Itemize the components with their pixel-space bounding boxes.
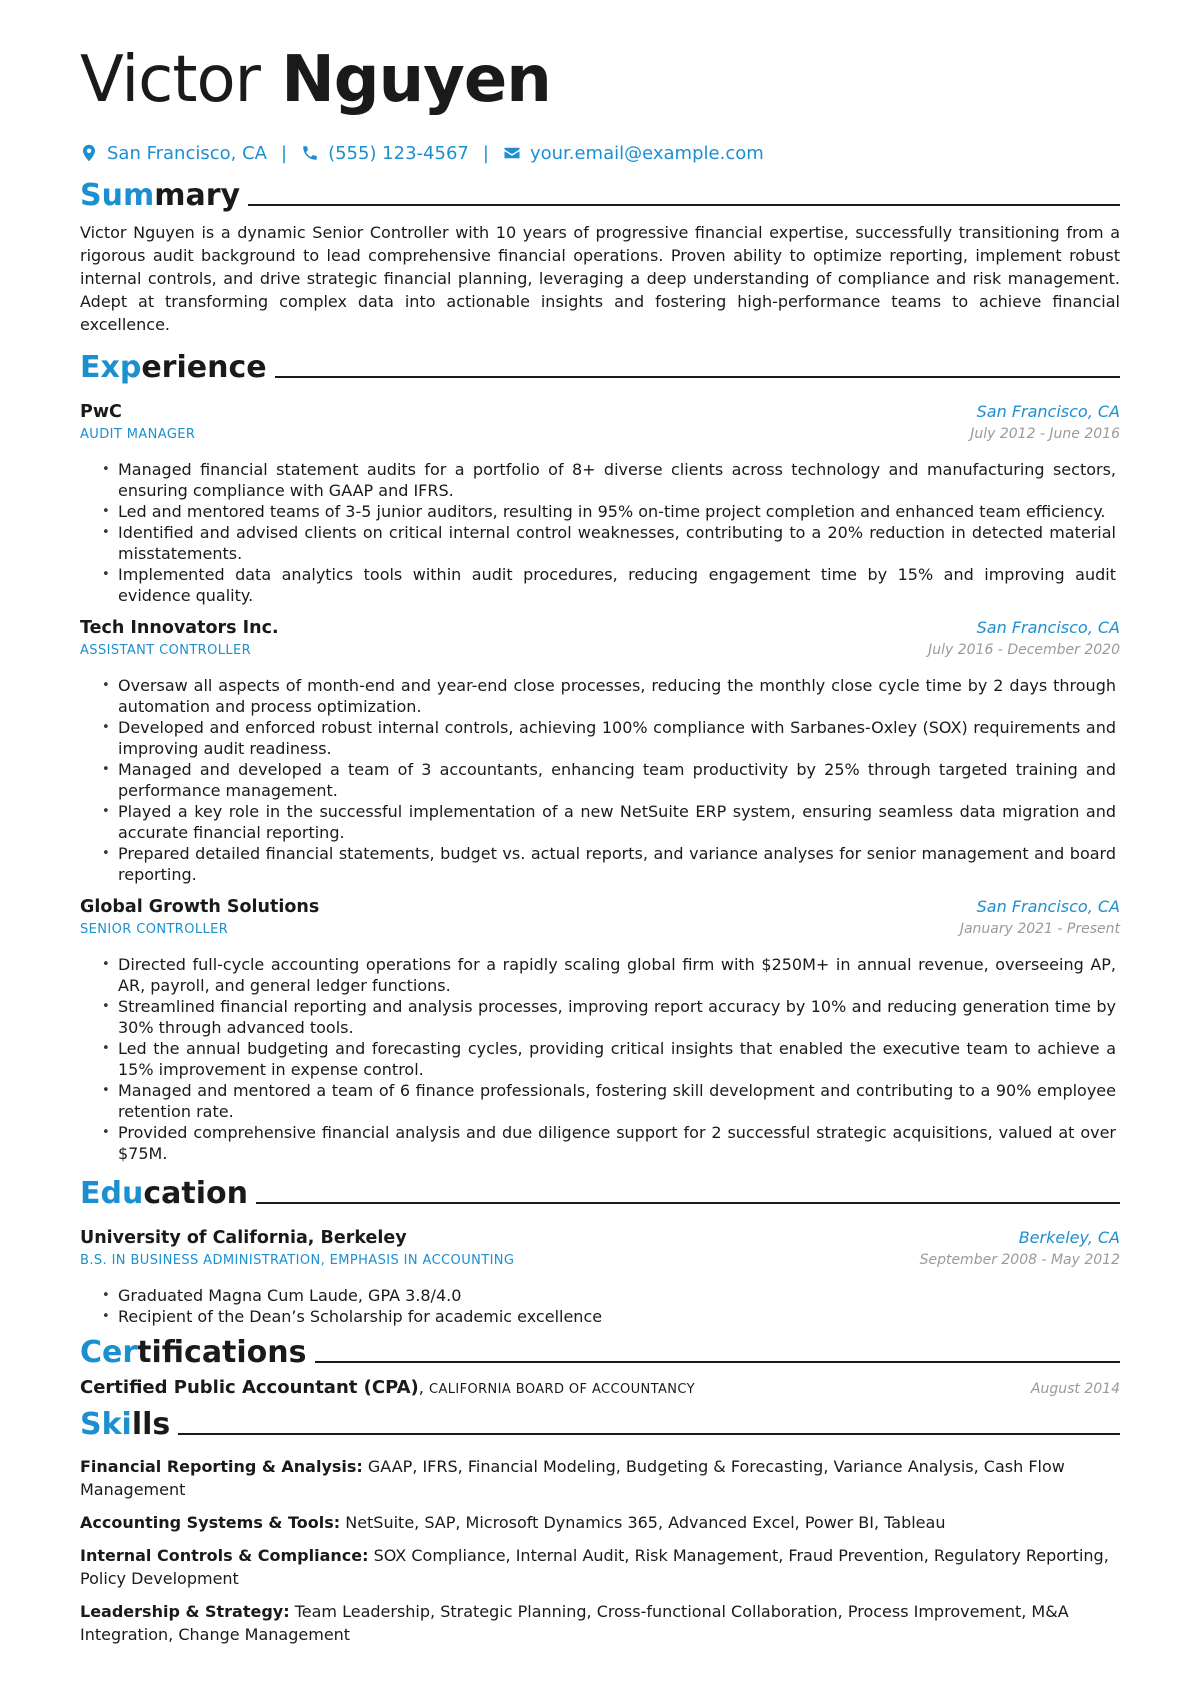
bullet-item: • Played a key role in the successful implementation of a new NetSuite ERP system, ensuring seamless data migration and accurate financial reporting.: [118, 801, 1120, 843]
first-name: Victor: [80, 43, 260, 117]
experience-heading: [80, 346, 1120, 386]
email-link: your.email@example.com: [529, 142, 764, 164]
certification-name: Certified Public Accountant (CPA): [80, 1377, 419, 1398]
bullet-item: • Managed and mentored a team of 6 finance professionals, fostering skill development and contributing to a 90% employee retention rate.: [118, 1080, 1120, 1122]
title-rest: lls: [131, 1407, 171, 1442]
summary-heading: [80, 174, 1120, 214]
job-role: SENIOR CONTROLLER: [80, 922, 229, 937]
skill-value: Team Leadership, Strategic Planning, Cross-functional Collaboration, Process Improvement, M&A Integration, Change Management: [80, 1602, 1069, 1644]
title-accent: Cer: [80, 1335, 138, 1370]
phone-text: (555) 123-4567: [328, 142, 469, 164]
contact-separator: |: [280, 142, 288, 164]
job-role: ASSISTANT CONTROLLER: [80, 643, 252, 658]
title-rest: mary: [154, 178, 241, 213]
certification-text: [80, 1377, 695, 1398]
skill-line: [80, 1600, 1120, 1646]
section-divider: [256, 1202, 1120, 1204]
contact-email[interactable]: [503, 143, 764, 164]
job-dates: January 2021 - Present: [959, 921, 1120, 937]
certification-issuer: CALIFORNIA BOARD OF ACCOUNTANCY: [428, 1382, 695, 1397]
job-bullets: [80, 459, 1120, 606]
section-title: [80, 1407, 170, 1443]
title-accent: Edu: [80, 1176, 144, 1211]
company-name: PwC: [80, 402, 122, 422]
bullet-item: • Provided comprehensive financial analysis and due diligence support for 2 successful strategic acquisitions, valued at over $75M.: [118, 1122, 1120, 1164]
skill-value: GAAP, IFRS, Financial Modeling, Budgeting & Forecasting, Variance Analysis, Cash Flow Management: [80, 1457, 1065, 1499]
section-title: [80, 178, 240, 214]
education-subheader: [80, 1250, 1120, 1271]
contact-separator: |: [482, 142, 489, 164]
job-header: [80, 616, 1120, 640]
map-pin-icon: [80, 144, 98, 162]
certification-date: August 2014: [1030, 1381, 1120, 1397]
bullet-item: • Managed and developed a team of 3 accountants, enhancing team productivity by 25% through targeted training and performance management.: [118, 759, 1120, 801]
job-bullets: [80, 675, 1120, 885]
bullet-item: • Oversaw all aspects of month-end and year-end close processes, reducing the monthly close cycle time by 2 days through automation and process optimization.: [118, 675, 1120, 717]
education-dates: September 2008 - May 2012: [919, 1252, 1120, 1268]
bullet-item: • Recipient of the Dean’s Scholarship for academic excellence: [118, 1306, 1120, 1327]
education-heading: [80, 1172, 1120, 1212]
bullet-item: • Managed financial statement audits for a portfolio of 8+ diverse clients across technology and manufacturing sectors, ensuring compliance with GAAP and IFRS.: [118, 459, 1120, 501]
degree: B.S. IN BUSINESS ADMINISTRATION, EMPHASIS IN ACCOUNTING: [80, 1253, 515, 1268]
title-rest: cation: [143, 1176, 248, 1211]
envelope-icon: [503, 144, 521, 162]
section-title: [80, 1335, 307, 1371]
contact-location: [80, 143, 267, 164]
phone-icon: [301, 144, 319, 162]
section-title: [80, 350, 267, 386]
skill-line: [80, 1455, 1120, 1501]
job-subheader: [80, 919, 1120, 940]
bullet-item: • Developed and enforced robust internal controls, achieving 100% compliance with Sarbanes-Oxley (SOX) requirements and improving audit readiness.: [118, 717, 1120, 759]
job-header: [80, 895, 1120, 919]
candidate-name: [80, 0, 1120, 134]
title-accent: Exp: [80, 350, 142, 385]
title-rest: erience: [141, 350, 267, 385]
title-accent: Sum: [80, 178, 155, 213]
skill-value: SOX Compliance, Internal Audit, Risk Management, Fraud Prevention, Regulatory Reporting, Policy Development: [80, 1546, 1109, 1588]
company-name: Global Growth Solutions: [80, 897, 320, 917]
skill-line: [80, 1544, 1120, 1590]
bullet-item: • Implemented data analytics tools within audit procedures, reducing engagement time by 15% and improving audit evidence quality.: [118, 564, 1120, 606]
job-location: San Francisco, CA: [976, 618, 1120, 637]
location-text: San Francisco, CA: [107, 142, 267, 164]
job-location: San Francisco, CA: [976, 402, 1120, 421]
education-bullets: [80, 1285, 1120, 1327]
bullet-item: • Led and mentored teams of 3-5 junior auditors, resulting in 95% on-time project completion and enhanced team efficiency.: [118, 501, 1120, 522]
job-entry: [80, 616, 1120, 885]
job-bullets: [80, 954, 1120, 1164]
certifications-heading: [80, 1331, 1120, 1371]
job-subheader: [80, 424, 1120, 445]
certification-entry: [80, 1377, 1120, 1399]
title-rest: tifications: [137, 1335, 307, 1370]
job-entry: [80, 895, 1120, 1164]
bullet-item: • Directed full-cycle accounting operations for a rapidly scaling global firm with $250M+ in annual revenue, overseeing AP, AR, payroll, and general ledger functions.: [118, 954, 1120, 996]
title-accent: Ski: [80, 1407, 132, 1442]
skill-line: [80, 1511, 1120, 1534]
section-title: [80, 1176, 248, 1212]
bullet-item: • Prepared detailed financial statements, budget vs. actual reports, and variance analyses for senior management and board reporting.: [118, 843, 1120, 885]
resume-content: [80, 0, 1120, 1646]
job-dates: July 2016 - December 2020: [928, 642, 1120, 658]
bullet-item: • Streamlined financial reporting and analysis processes, improving report accuracy by 10% and reducing generation time by 30% through advanced tools.: [118, 996, 1120, 1038]
job-dates: July 2012 - June 2016: [970, 426, 1120, 442]
job-header: [80, 400, 1120, 424]
job-role: AUDIT MANAGER: [80, 427, 196, 442]
job-location: San Francisco, CA: [976, 897, 1120, 916]
section-divider: [178, 1433, 1120, 1435]
skill-value: NetSuite, SAP, Microsoft Dynamics 365, Advanced Excel, Power BI, Tableau: [345, 1513, 946, 1532]
last-name: Nguyen: [281, 43, 551, 117]
skill-label: Financial Reporting & Analysis:: [80, 1457, 363, 1476]
summary-text: Victor Nguyen is a dynamic Senior Controller with 10 years of progressive financial expertise, successfully transitioning from a rigorous audit background to lead comprehensive financial operations. Proven ability to optimize reporting, implement robust internal controls, and drive strategic financial planning, leveraging a deep understanding of compliance and risk management. Adept at transforming complex data into actionable insights and fostering high-performance teams to achieve financial excellence.: [80, 223, 1120, 334]
bullet-item: • Led the annual budgeting and forecasting cycles, providing critical insights that enabled the executive team to achieve a 15% improvement in expense control.: [118, 1038, 1120, 1080]
section-divider: [275, 376, 1120, 378]
skill-label: Leadership & Strategy:: [80, 1602, 290, 1621]
school-name: University of California, Berkeley: [80, 1228, 407, 1248]
job-entry: [80, 400, 1120, 606]
bullet-item: • Identified and advised clients on critical internal control weaknesses, contributing to a 20% reduction in detected material misstatements.: [118, 522, 1120, 564]
job-subheader: [80, 640, 1120, 661]
company-name: Tech Innovators Inc.: [80, 618, 279, 638]
contact-phone[interactable]: [301, 143, 469, 164]
section-divider: [315, 1361, 1120, 1363]
bullet-item: • Graduated Magna Cum Laude, GPA 3.8/4.0: [118, 1285, 1120, 1306]
certification-comma: ,: [418, 1378, 424, 1397]
skill-label: Accounting Systems & Tools:: [80, 1513, 341, 1532]
school-location: Berkeley, CA: [1018, 1228, 1120, 1247]
skills-heading: [80, 1403, 1120, 1443]
education-entry: [80, 1226, 1120, 1327]
education-header: [80, 1226, 1120, 1250]
section-divider: [248, 204, 1120, 206]
contact-bar: [80, 138, 1120, 168]
skill-label: Internal Controls & Compliance:: [80, 1546, 369, 1565]
